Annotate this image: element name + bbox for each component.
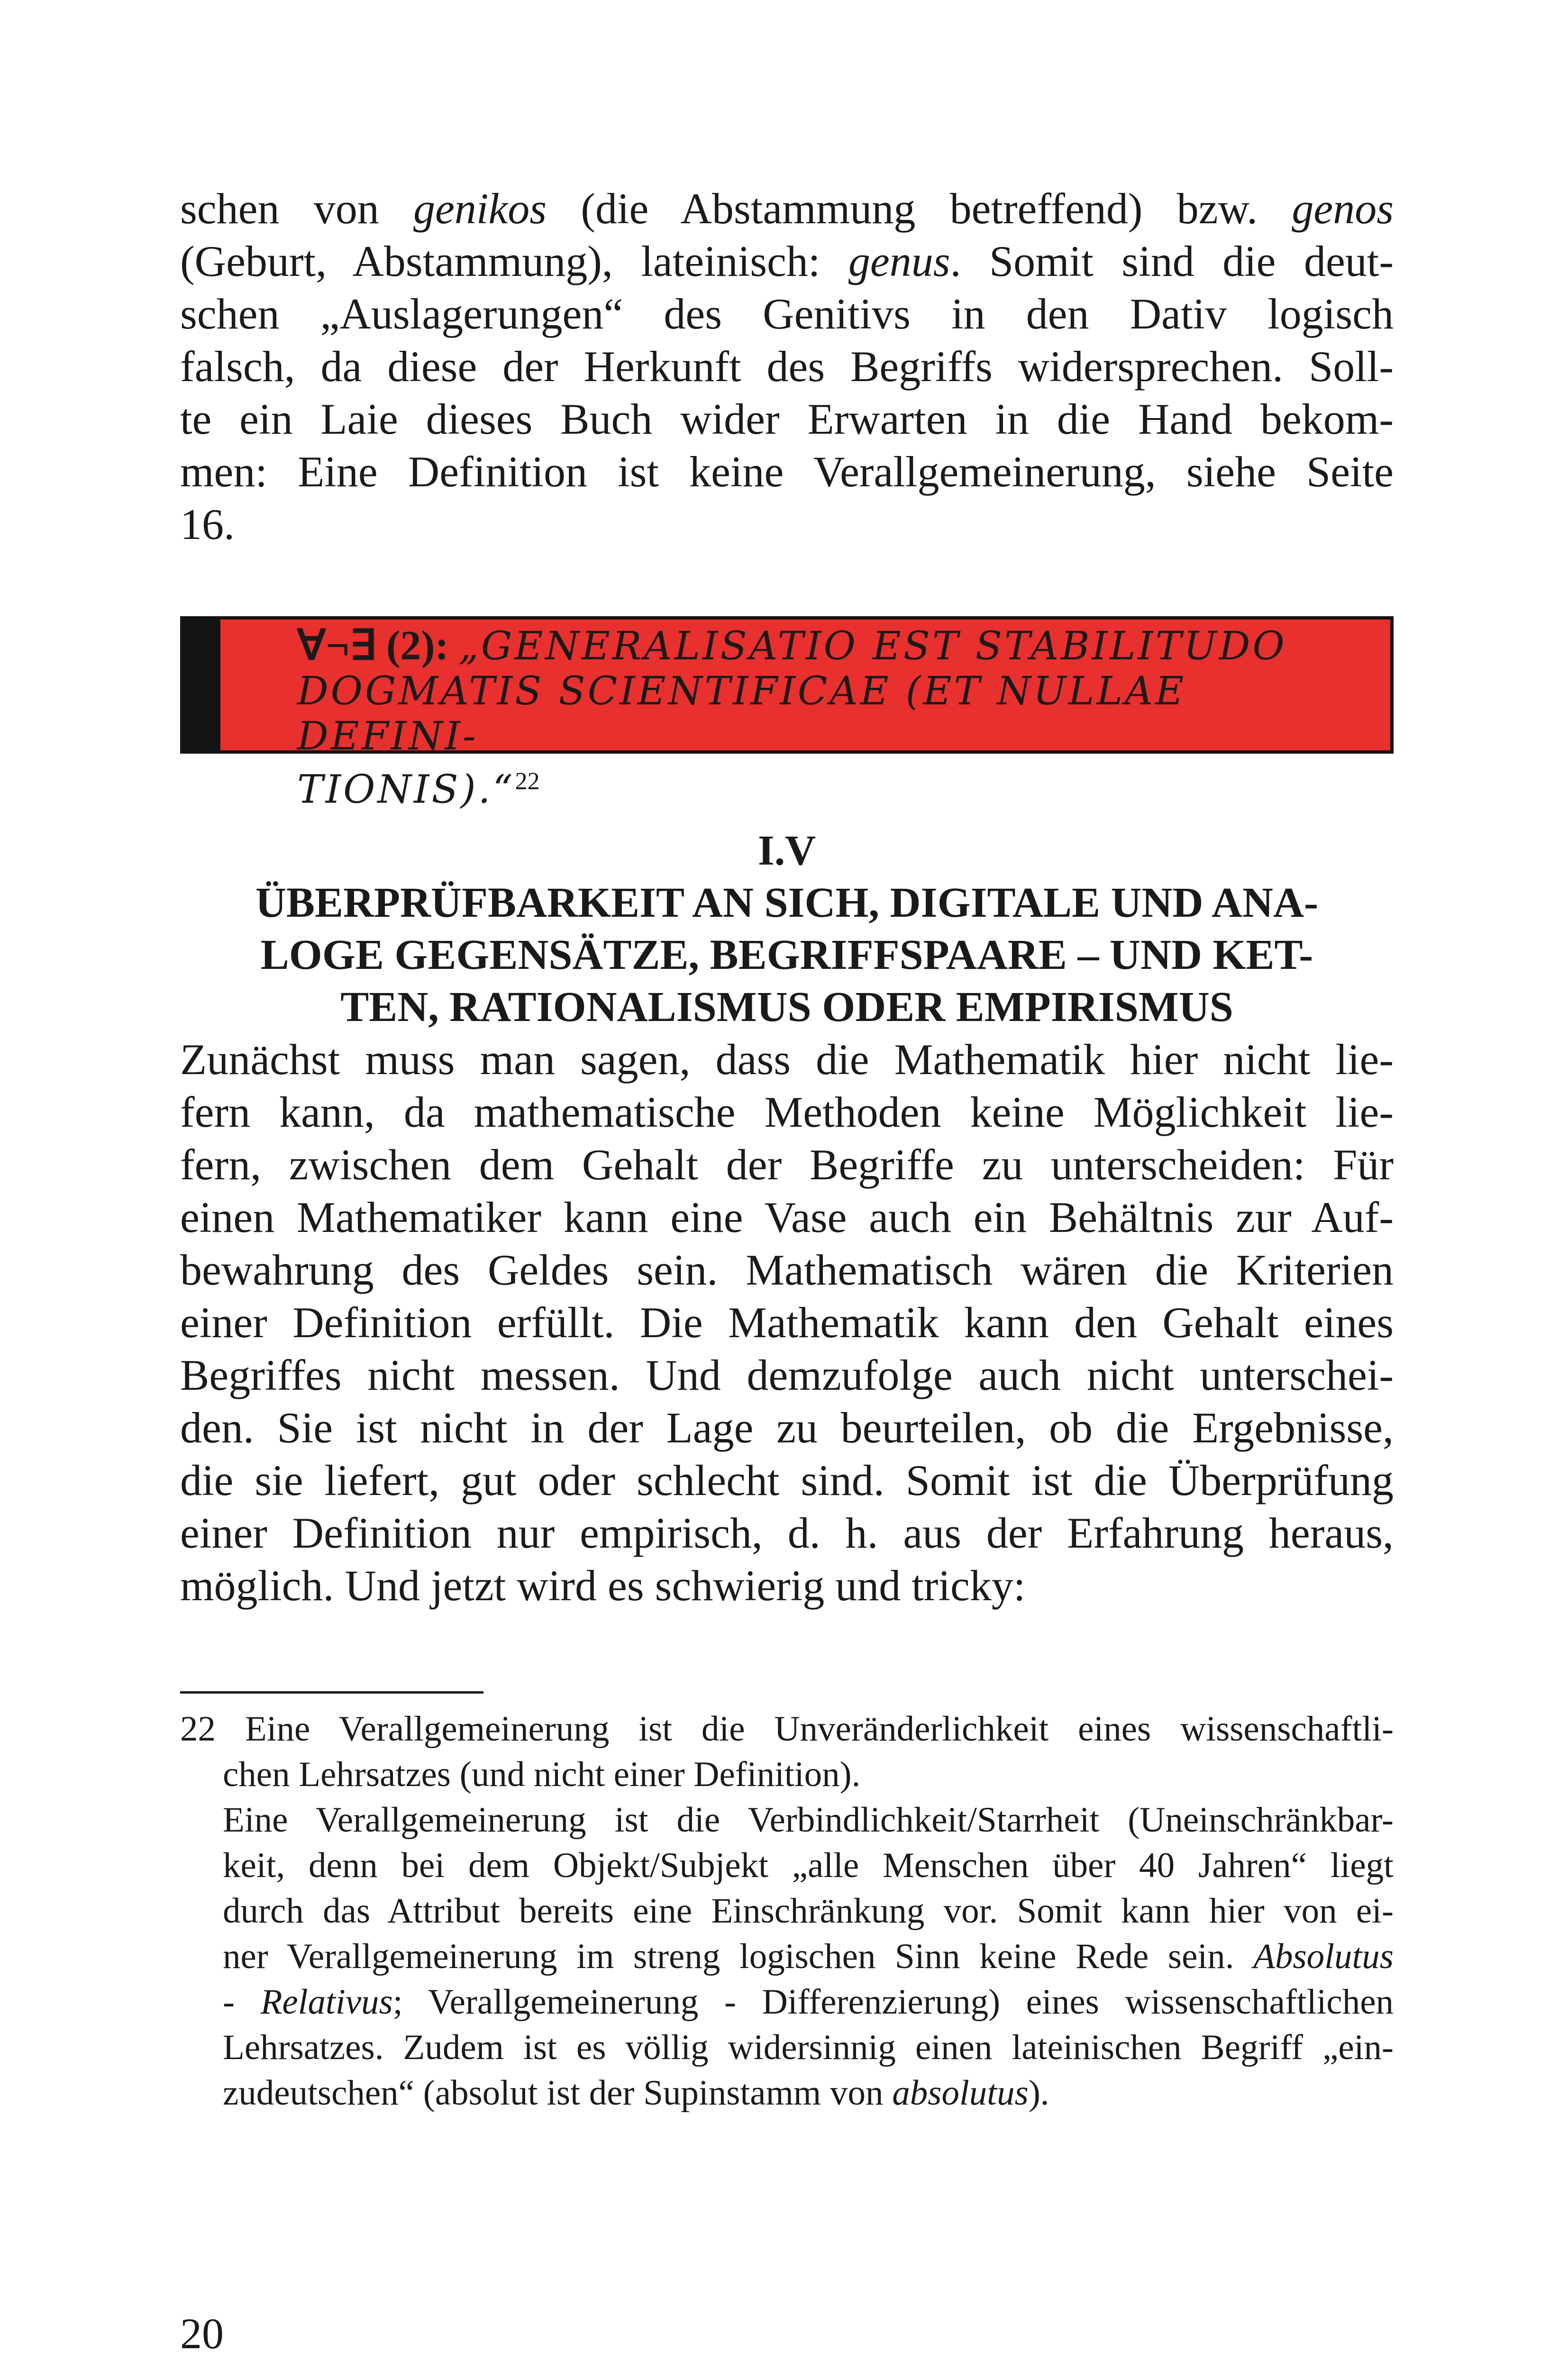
footnote-reference: 22 bbox=[515, 768, 540, 795]
text-line: schen „Auslagerungen“ des Genitivs in den Dativ logisch bbox=[180, 290, 1394, 338]
text-line: Zunächst muss man sagen, dass die Mathematik hier nicht lie- bbox=[180, 1035, 1394, 1084]
footnote-line: zudeutschen“ (absolut ist der Supinstamm von absolutus). bbox=[223, 2073, 1049, 2113]
callout-quote-line: DOGMATIS SCIENTIFICAE (ET NULLAE DEFINI- bbox=[297, 669, 1186, 759]
text-line: einer Definition erfüllt. Die Mathematik kann den Gehalt eines bbox=[180, 1298, 1394, 1347]
callout-box bbox=[180, 616, 1394, 812]
footnote-line: 22 Eine Verallgemeinerung ist die Unveränderlichkeit eines wissenschaftli- bbox=[180, 1709, 1394, 1749]
footnote-line: durch das Attribut bereits eine Einschränkung vor. Somit kann hier von ei- bbox=[223, 1891, 1394, 1931]
section-title-line: TEN, RATIONALISMUS ODER EMPIRISMUS bbox=[340, 984, 1233, 1030]
text-line: (Geburt, Abstammung), lateinisch: genus. Somit sind die deut- bbox=[180, 237, 1394, 285]
text-line: men: Eine Definition ist keine Verallgemeinerung, siehe Seite bbox=[180, 447, 1394, 496]
section-title-line: LOGE GEGENSÄTZE, BEGRIFFSPAARE – UND KET- bbox=[260, 931, 1313, 978]
footnote-line: chen Lehrsatzes (und nicht einer Definition). bbox=[223, 1755, 861, 1794]
text-line: te ein Laie dieses Buch wider Erwarten in die Hand bekom- bbox=[180, 395, 1394, 443]
text-line: bewahrung des Geldes sein. Mathematisch wären die Kriterien bbox=[180, 1246, 1394, 1294]
text-line: einen Mathematiker kann eine Vase auch ein Behältnis zur Auf- bbox=[180, 1193, 1394, 1241]
footnote-line: Eine Verallgemeinerung ist die Verbindlichkeit/Starrheit (Uneinschränkbar- bbox=[223, 1800, 1394, 1840]
text-line: 16. bbox=[180, 500, 235, 548]
callout-quote-line: TIONIS).“ bbox=[297, 767, 515, 812]
section-number: I.V bbox=[757, 827, 816, 874]
section-heading bbox=[180, 825, 1394, 1033]
text-line: möglich. Und jetzt wird es schwierig und tricky: bbox=[180, 1561, 1026, 1610]
footnote-line: Lehrsatzes. Zudem ist es völlig widersinnig einen lateinischen Begriff „ein- bbox=[223, 2028, 1394, 2067]
callout-content bbox=[297, 623, 1368, 812]
text-line: den. Sie ist nicht in der Lage zu beurteilen, ob die Ergebnisse, bbox=[180, 1404, 1394, 1452]
callout-quote-line: „GENERALISATIO EST STABILITUDO bbox=[458, 624, 1287, 669]
text-line: fern, zwischen dem Gehalt der Begriffe zu unterscheiden: Für bbox=[180, 1140, 1394, 1189]
callout-label: ∀¬∃ (2): bbox=[297, 623, 449, 669]
section-title-line: ÜBERPRÜFBARKEIT AN SICH, DIGITALE UND ANA- bbox=[255, 879, 1318, 926]
footnote-line: ner Verallgemeinerung im streng logischen Sinn keine Rede sein. Absolutus bbox=[223, 1937, 1394, 1976]
text-line: falsch, da diese der Herkunft des Begriffs widersprechen. Soll- bbox=[180, 342, 1394, 391]
page-number: 20 bbox=[180, 2309, 224, 2358]
text-line: fern kann, da mathematische Methoden keine Möglichkeit lie- bbox=[180, 1088, 1394, 1136]
footnote bbox=[180, 1706, 1394, 2116]
paragraph-intro bbox=[180, 182, 1394, 551]
text-line: Begriffes nicht messen. Und demzufolge auch nicht unterschei- bbox=[180, 1351, 1394, 1399]
callout-bar bbox=[183, 620, 220, 750]
footnote-separator bbox=[180, 1691, 483, 1694]
text-line: die sie liefert, gut oder schlecht sind. Somit ist die Überprüfung bbox=[180, 1456, 1394, 1504]
text-line: schen von genikos (die Abstammung betreffend) bzw. genos bbox=[180, 184, 1394, 233]
footnote-line: - Relativus; Verallgemeinerung - Differenzierung) eines wissenschaftlichen bbox=[223, 1982, 1394, 2022]
paragraph-main bbox=[180, 1033, 1394, 1612]
footnote-line: keit, denn bei dem Objekt/Subjekt „alle Menschen über 40 Jahren“ liegt bbox=[223, 1846, 1394, 1885]
text-line: einer Definition nur empirisch, d. h. aus der Erfahrung heraus, bbox=[180, 1509, 1394, 1557]
